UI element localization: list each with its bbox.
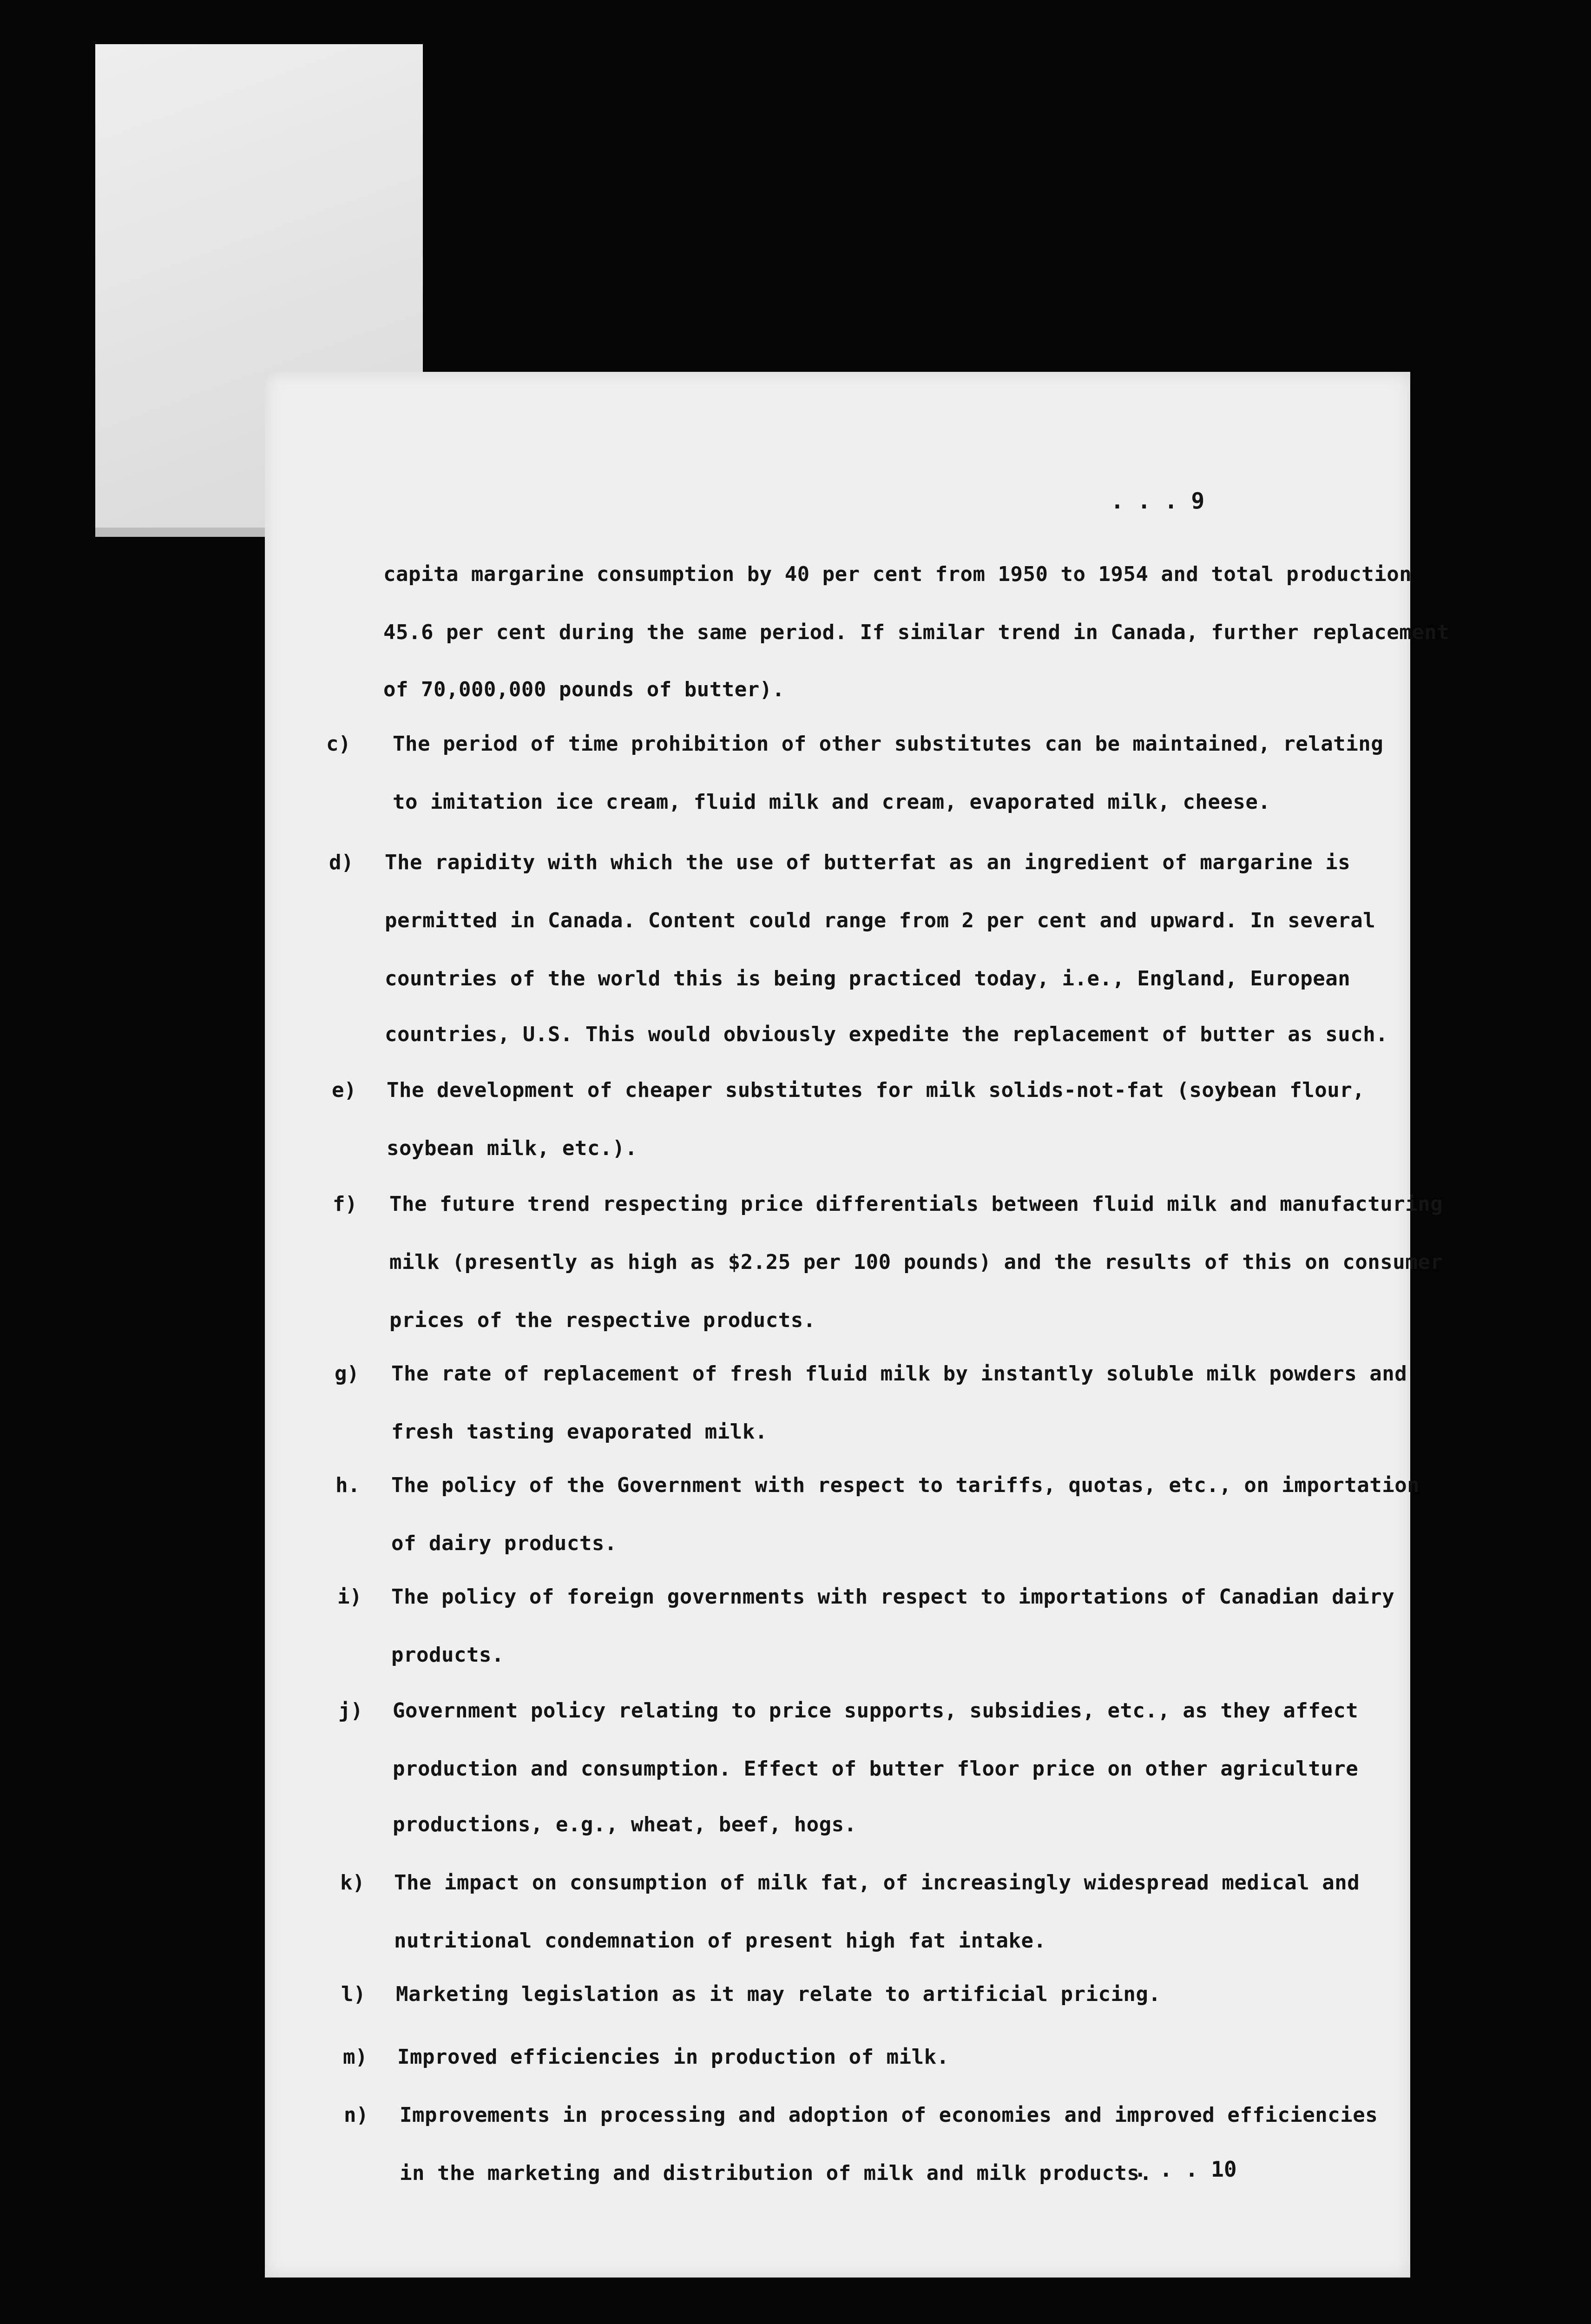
text-line: fresh tasting evaporated milk.: [391, 1420, 768, 1444]
text-line: The period of time prohibition of other substitutes can be maintained, relating: [393, 732, 1384, 756]
text-line: permitted in Canada. Content could range from 2 per cent and upward. In several: [385, 909, 1376, 932]
text-line: The future trend respecting price differentials between fluid milk and manufacturing: [389, 1192, 1443, 1216]
item-label: k): [340, 1871, 365, 1895]
text-line: countries of the world this is being practiced today, i.e., England, European: [385, 967, 1351, 990]
text-line: countries, U.S. This would obviously expedite the replacement of butter as such.: [385, 1023, 1388, 1046]
text-line: The rate of replacement of fresh fluid milk by instantly soluble milk powders and: [391, 1362, 1407, 1386]
text-line: productions, e.g., wheat, beef, hogs.: [393, 1813, 857, 1836]
text-line: of dairy products.: [391, 1532, 617, 1555]
text-line: The policy of the Government with respect to tariffs, quotas, etc., on importation: [391, 1473, 1420, 1497]
continuation-marker: . . . 10: [1134, 2157, 1237, 2182]
item-label: d): [329, 851, 354, 874]
item-label: n): [344, 2103, 368, 2127]
text-line: prices of the respective products.: [389, 1308, 816, 1332]
text-line: capita margarine consumption by 40 per cent from 1950 to 1954 and total production: [383, 562, 1412, 586]
item-label: f): [333, 1192, 357, 1216]
item-label: e): [332, 1078, 356, 1102]
item-label: c): [326, 732, 351, 756]
item-label: i): [337, 1585, 362, 1609]
text-line: The development of cheaper substitutes for milk solids-not-fat (soybean flour,: [387, 1078, 1365, 1102]
text-line: The impact on consumption of milk fat, of increasingly widespread medical and: [394, 1871, 1360, 1895]
text-line: The rapidity with which the use of butterfat as an ingredient of margarine is: [385, 851, 1351, 874]
item-label: j): [338, 1699, 363, 1723]
text-line: nutritional condemnation of present high fat intake.: [394, 1929, 1046, 1953]
page-marker: . . . 9: [1111, 488, 1205, 514]
text-line: Improved efficiencies in production of milk.: [397, 2045, 949, 2069]
text-line: The policy of foreign governments with respect to importations of Canadian dairy: [391, 1585, 1395, 1609]
text-line: milk (presently as high as $2.25 per 100 pounds) and the results of this on consumer: [389, 1250, 1443, 1274]
item-label: g): [335, 1362, 359, 1386]
text-line: Marketing legislation as it may relate to artificial pricing.: [396, 1982, 1161, 2006]
item-label: m): [343, 2045, 368, 2069]
text-line: soybean milk, etc.).: [387, 1136, 638, 1160]
text-line: to imitation ice cream, fluid milk and cream, evaporated milk, cheese.: [393, 790, 1271, 814]
text-line: Improvements in processing and adoption of economies and improved efficiencies: [400, 2103, 1378, 2127]
item-label: h.: [335, 1473, 360, 1497]
item-label: l): [341, 1982, 366, 2006]
text-line: in the marketing and distribution of milk and milk products.: [400, 2161, 1152, 2185]
text-line: Government policy relating to price supports, subsidies, etc., as they affect: [393, 1699, 1359, 1723]
text-line: products.: [391, 1643, 504, 1667]
text-line: 45.6 per cent during the same period. If similar trend in Canada, further replacement: [383, 621, 1450, 644]
slip-edge: [95, 528, 290, 537]
text-line: production and consumption. Effect of butter floor price on other agriculture: [393, 1757, 1359, 1781]
text-line: of 70,000,000 pounds of butter).: [383, 678, 785, 701]
